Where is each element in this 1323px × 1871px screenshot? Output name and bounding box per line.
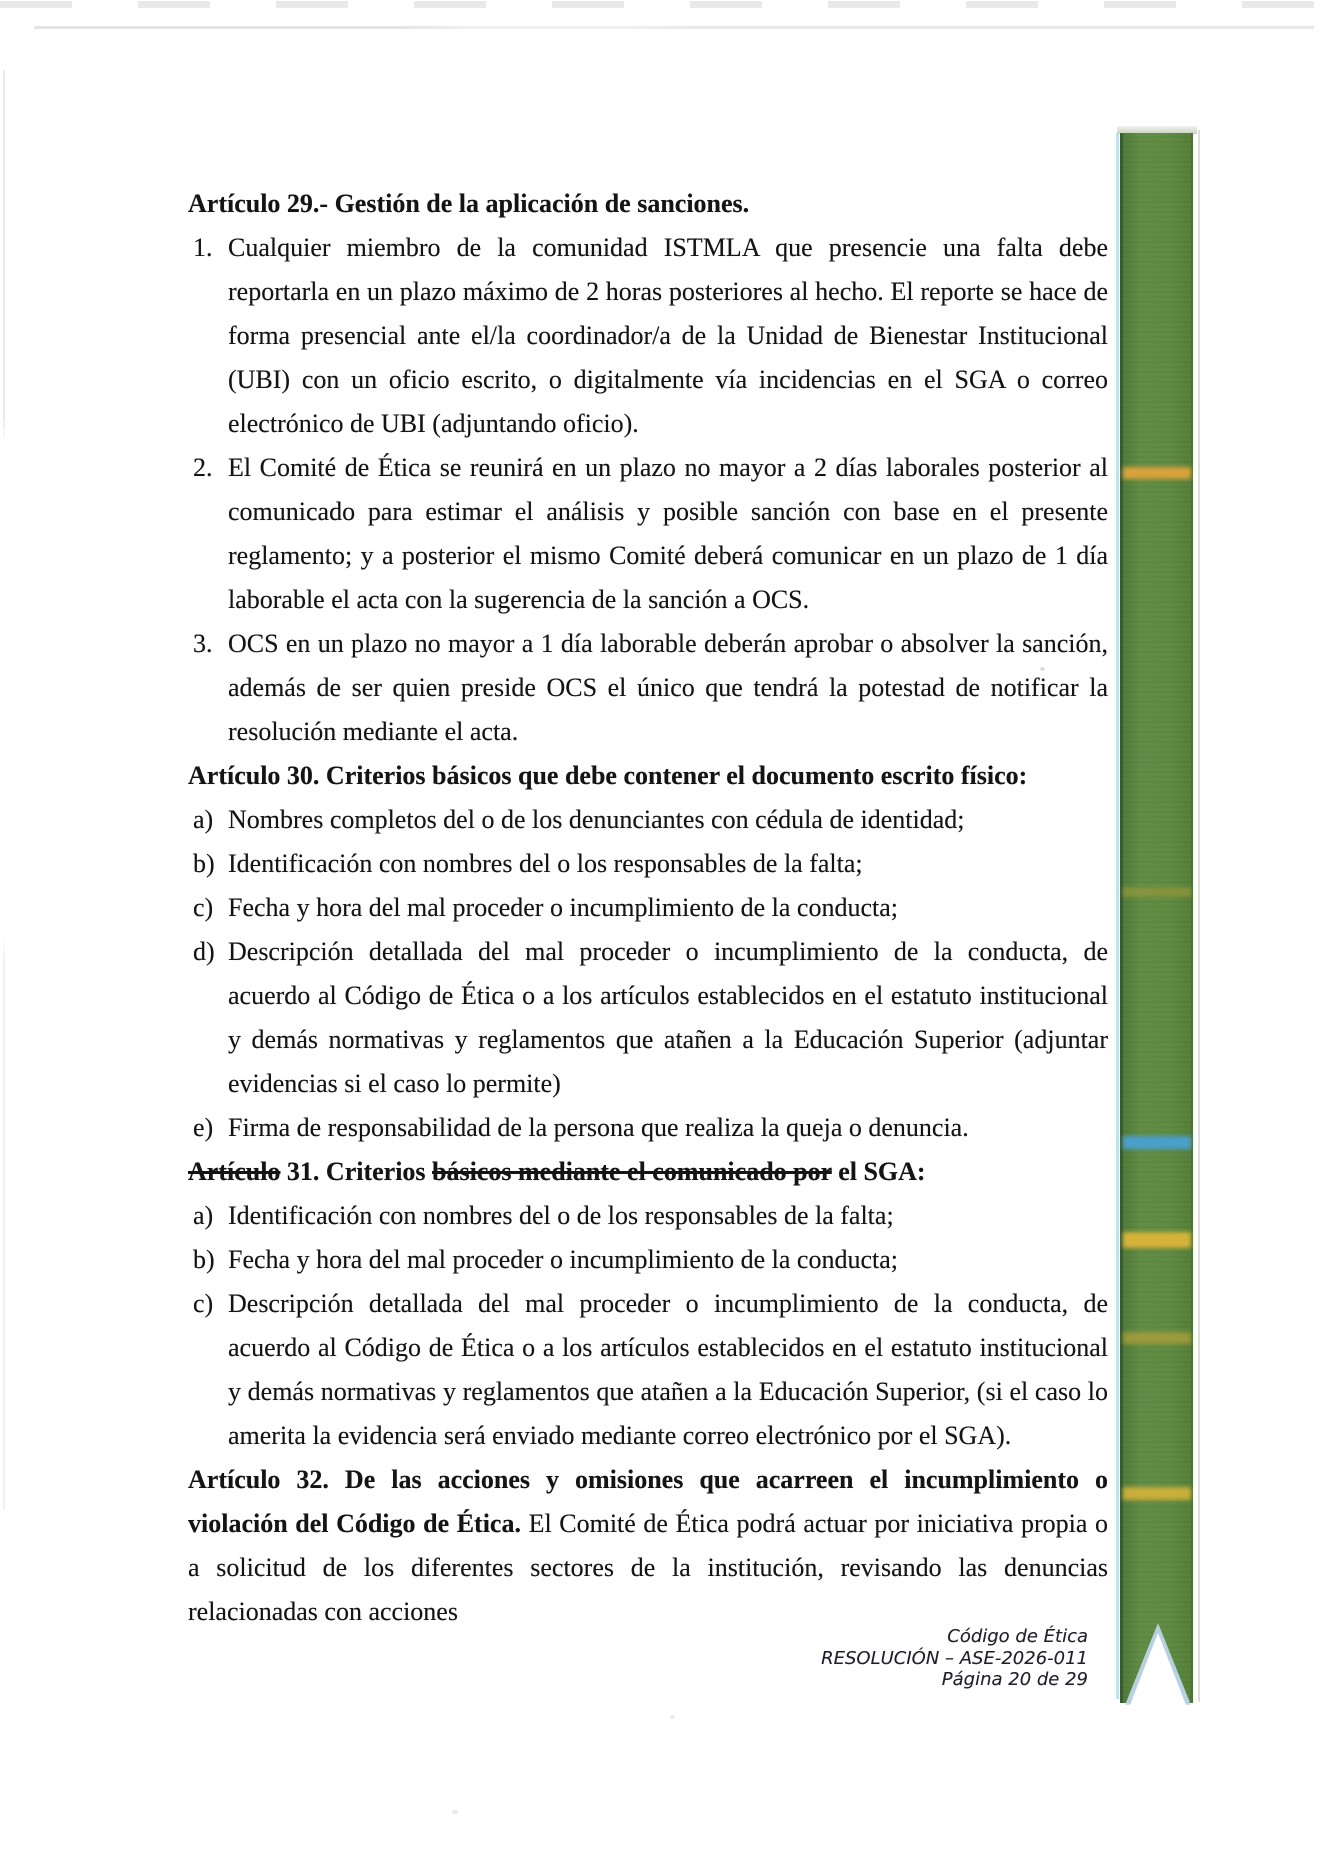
heading-text: 31. Criterios — [280, 1157, 433, 1186]
article-32-lead: Artículo 32. De las acciones y omisiones que acarreen el incumplimiento o violación del Código de Ética. — [188, 1465, 1108, 1538]
item-text: Firma de responsabilidad de la persona que realiza la queja o denuncia. — [228, 1113, 969, 1142]
ribbon-stripe-yellow — [1123, 1232, 1191, 1248]
ribbon-stripe-olive — [1123, 887, 1191, 897]
ribbon-stripe-blue — [1123, 1136, 1191, 1149]
footer-page-number: Página 20 de 29 — [941, 1669, 1088, 1690]
lettered-item — [188, 930, 1108, 1106]
lettered-item — [188, 1238, 1108, 1282]
footer-resolution: RESOLUCIÓN – ASE-2026-011 — [821, 1647, 1088, 1669]
item-text: Fecha y hora del mal proceder o incumplimiento de la conducta; — [228, 1245, 898, 1274]
ribbon-texture — [1123, 133, 1191, 1703]
item-marker: 1. — [193, 233, 213, 262]
item-text: Descripción detallada del mal proceder o incumplimiento de la conducta, de acuerdo al Código de Ética o a los artículos establecidos en el estatuto institucional y demás normativas y reglamentos que atañen a la Educación Superior, (si el caso lo amerita la evidencia será enviado mediante correo electrónico por el SGA). — [228, 1289, 1108, 1450]
article-32-text: El Comité de Ética podrá actuar por iniciativa propia o a solicitud de los diferentes sectores de la institución, revisando las denuncias relacionadas con acciones — [188, 1509, 1108, 1626]
struck-text: Artículo — [188, 1157, 281, 1186]
lettered-item — [188, 1194, 1108, 1238]
scan-artifact-left-line — [3, 70, 5, 1510]
lettered-item — [188, 798, 1108, 842]
item-text: Nombres completos del o de los denunciantes con cédula de identidad; — [228, 805, 965, 834]
page-footer — [821, 1626, 1088, 1691]
item-marker: c) — [193, 1289, 214, 1318]
item-text: Descripción detallada del mal proceder o incumplimiento de la conducta, de acuerdo al Código de Ética o a los artículos establecidos en el estatuto institucional y demás normativas y reglamentos que atañen a la Educación Superior (adjuntar evidencias si el caso lo permite) — [228, 937, 1108, 1098]
numbered-item — [188, 226, 1108, 446]
struck-text: básicos mediante el comunicado por — [432, 1157, 832, 1186]
footer-doc-title: Código de Ética — [947, 1626, 1088, 1647]
heading-text: el SGA: — [831, 1157, 926, 1186]
item-marker: b) — [193, 849, 215, 878]
item-marker: 2. — [193, 453, 213, 482]
ribbon-stripe-dull-yellow — [1123, 1332, 1191, 1344]
item-marker: 3. — [193, 629, 213, 658]
item-marker: d) — [193, 937, 215, 966]
ribbon-right-shadow — [1198, 130, 1200, 1702]
scan-artifact-top-line — [34, 26, 1314, 29]
item-text: Identificación con nombres del o los responsables de la falta; — [228, 849, 863, 878]
item-marker: c) — [193, 893, 214, 922]
article-32-paragraph — [188, 1458, 1108, 1634]
item-text: Cualquier miembro de la comunidad ISTMLA que presencie una falta debe reportarla en un plazo máximo de 2 horas posteriores al hecho. El reporte se hace de forma presencial ante el/la coordinador/a de la Unidad de Bienestar Institucional (UBI) con un oficio escrito, o digitalmente vía incidencias en el SGA o correo electrónico de UBI (adjuntando oficio). — [228, 233, 1108, 438]
article-31-heading — [188, 1150, 1108, 1194]
item-marker: a) — [193, 805, 214, 834]
numbered-item — [188, 622, 1108, 754]
bookmark-ribbon — [1120, 133, 1193, 1703]
item-text: Fecha y hora del mal proceder o incumplimiento de la conducta; — [228, 893, 898, 922]
ribbon-stripe-yellow — [1123, 1487, 1191, 1500]
article-29-heading: Artículo 29.- Gestión de la aplicación de sanciones. — [188, 189, 750, 218]
item-marker: a) — [193, 1201, 214, 1230]
article-30-heading: Artículo 30. Criterios básicos que debe contener el documento escrito físico: — [188, 761, 1028, 790]
item-text: Identificación con nombres del o de los responsables de la falta; — [228, 1201, 894, 1230]
document-body — [188, 182, 1108, 1634]
scan-speck — [452, 1810, 458, 1814]
ribbon-edge-highlight — [1116, 133, 1119, 1699]
item-text: El Comité de Ética se reunirá en un plazo no mayor a 2 días laborales posterior al comunicado para estimar el análisis y posible sanción con base en el presente reglamento; y a posterior el mismo Comité deberá comunicar en un plazo de 1 día laborable el acta con la sugerencia de la sanción a OCS. — [228, 453, 1108, 614]
scan-speck — [670, 1715, 675, 1719]
item-marker: b) — [193, 1245, 215, 1274]
item-text: OCS en un plazo no mayor a 1 día laborable deberán aprobar o absolver la sanción, además de ser quien preside OCS el único que tendrá la potestad de notificar la resolución mediante el acta. — [228, 629, 1108, 746]
lettered-item — [188, 1106, 1108, 1150]
lettered-item — [188, 886, 1108, 930]
scan-artifact-top-dashes — [0, 1, 1323, 8]
item-marker: e) — [193, 1113, 214, 1142]
numbered-item — [188, 446, 1108, 622]
ribbon-stripe-yellow — [1123, 467, 1191, 479]
lettered-item — [188, 842, 1108, 886]
lettered-item — [188, 1282, 1108, 1458]
